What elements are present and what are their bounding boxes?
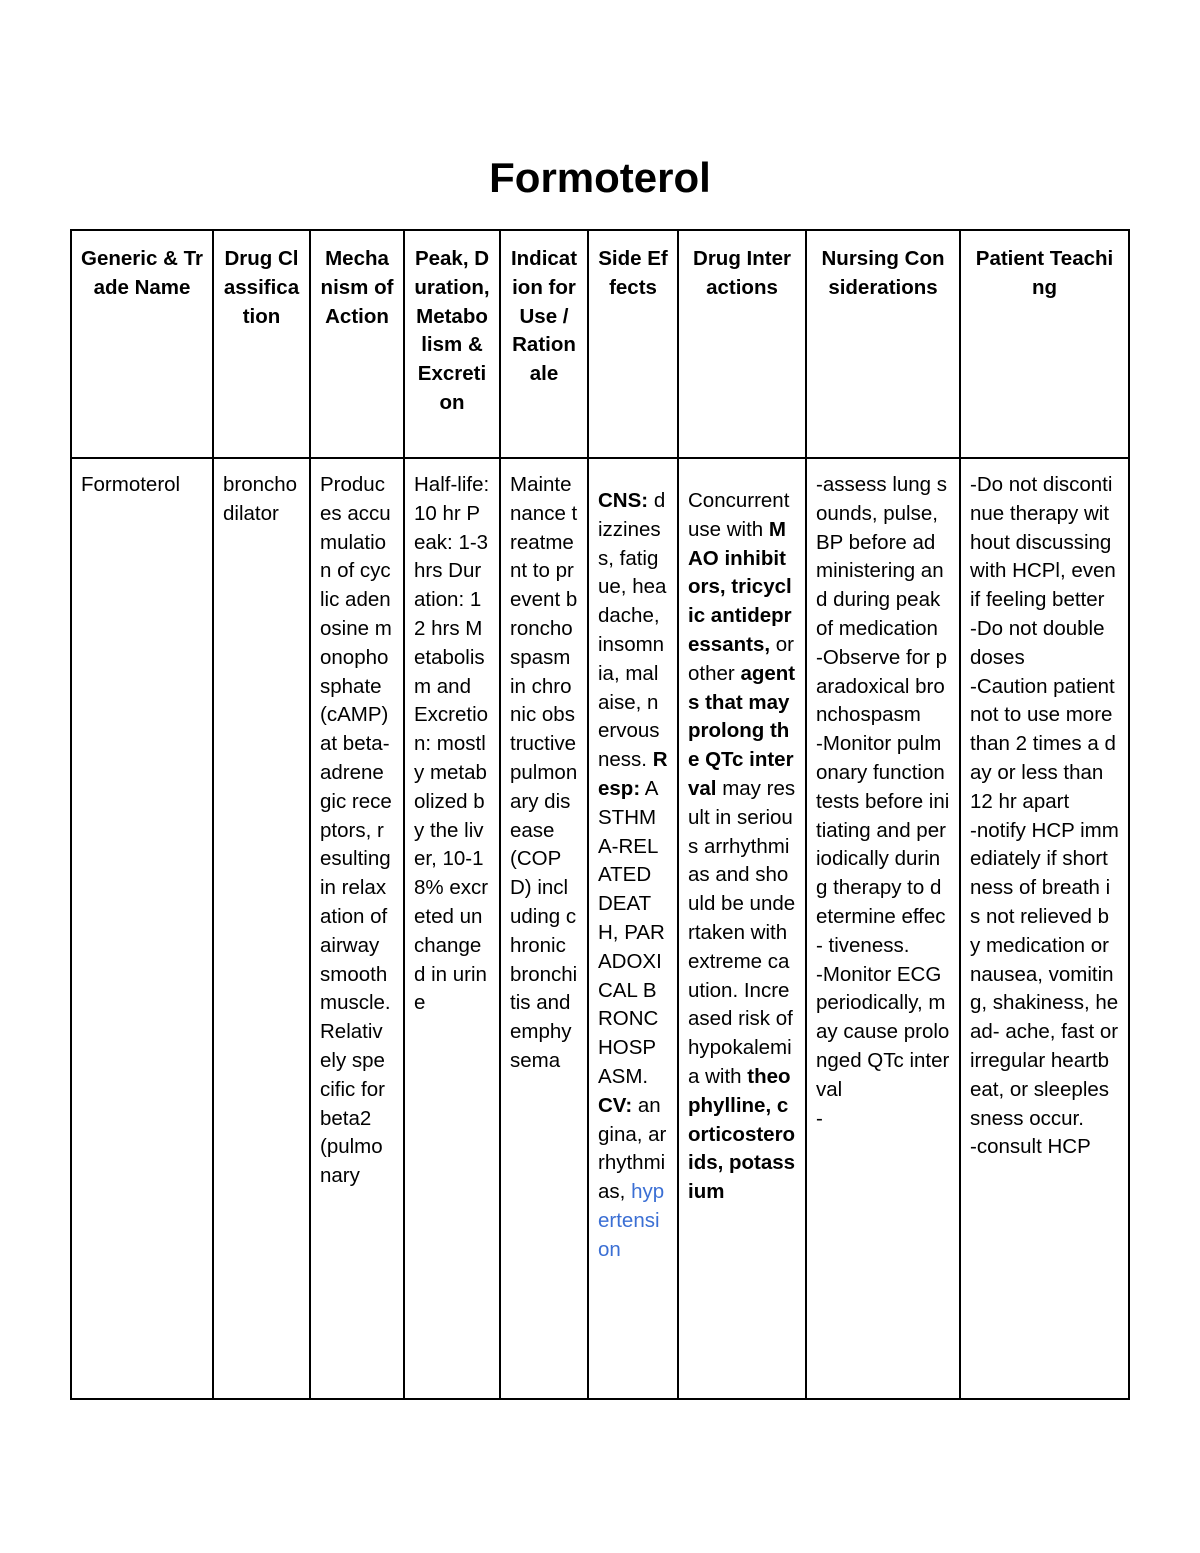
cns-label: CNS: bbox=[598, 489, 649, 512]
cell-generic-name: Formoterol bbox=[71, 458, 213, 1399]
interaction-drugs-2: agents that may prolong the QTc interval bbox=[688, 661, 796, 800]
nursing-item: - bbox=[816, 1106, 823, 1130]
header-nursing-considerations: Nursing Considerations bbox=[806, 230, 960, 458]
cns-text: dizziness, fatigue, headache, insomnia, malaise, nervousness. bbox=[598, 489, 667, 772]
cv-text: angina, arrhythmias, bbox=[598, 1093, 667, 1204]
teaching-item: -Do not discontinue therapy without discussing with HCPl, even if feeling better bbox=[970, 473, 1116, 612]
table-row bbox=[71, 458, 1129, 1399]
teaching-item: -consult HCP bbox=[970, 1135, 1091, 1159]
header-drug-interactions: Drug Interactions bbox=[678, 230, 806, 458]
header-mechanism: Mechanism of Action bbox=[310, 230, 404, 458]
cv-highlight-text: hypertension bbox=[598, 1180, 665, 1261]
cell-side-effects bbox=[588, 458, 678, 1399]
teaching-item: -Do not double doses bbox=[970, 616, 1105, 669]
teaching-item: -Caution patient not to use more than 2 times a day or less than 12 hr apart bbox=[970, 674, 1116, 813]
drug-table bbox=[70, 229, 1130, 1400]
interaction-drugs-1: MAO inhibitors, tricyclic antidepressants, bbox=[688, 517, 792, 656]
cell-indication: Maintenance treatment to prevent bronchospasm in chronic obstructive pulmonary disease (COPD) including chronic bronchitis and emphysema bbox=[500, 458, 588, 1399]
page-title: Formoterol bbox=[489, 154, 711, 201]
cell-mechanism: Produces accumulation of cyclic adenosine monophosphate (cAMP) at beta-adrenegic receptors, resulting in relaxation of airway smooth muscle. Relatively specific for beta2 (pulmonary bbox=[310, 458, 404, 1399]
header-patient-teaching: Patient Teaching bbox=[960, 230, 1129, 458]
interaction-text-2: or other bbox=[688, 632, 794, 685]
interactions-content bbox=[688, 471, 796, 1207]
header-side-effects: Side Effects bbox=[588, 230, 678, 458]
nursing-item: -Observe for paradoxical bronchospasm bbox=[816, 645, 948, 727]
resp-label: Resp: bbox=[598, 748, 668, 800]
cell-patient-teaching bbox=[960, 458, 1129, 1399]
nursing-item: -assess lung sounds, pulse, BP before administering and during peak of medication bbox=[816, 473, 948, 640]
resp-text: ASTHMA-RELATED DEATH, PARADOXICAL BRONCHOSPASM. bbox=[598, 776, 665, 1088]
cell-pharmacokinetics: Half-life: 10 hr Peak: 1-3 hrs Duration: 12 hrs Metabolism and Excretion: mostly metabolized by the liver, 10-18% excreted unchanged in urine bbox=[404, 458, 500, 1399]
cell-drug-classification: bronchodilator bbox=[213, 458, 310, 1399]
interaction-text-1: Concurrent use with bbox=[688, 489, 790, 541]
table-header-row bbox=[71, 230, 1129, 458]
interaction-drugs-3: theophylline, corticosteroids, potassium bbox=[688, 1064, 796, 1204]
cv-label: CV: bbox=[598, 1093, 633, 1117]
cell-nursing-considerations bbox=[806, 458, 960, 1399]
header-drug-classification: Drug Classification bbox=[213, 230, 310, 458]
header-pharmacokinetics: Peak, Duration, Metabolism & Excretion bbox=[404, 230, 500, 458]
header-generic-name: Generic & Trade Name bbox=[71, 230, 213, 458]
header-indication: Indication for Use / Rationale bbox=[500, 230, 588, 458]
interaction-text-3: may result in serious arrhythmias and should be undertaken with extreme caution. Increased risk of hypokalemia with bbox=[688, 776, 796, 1088]
cell-drug-interactions bbox=[678, 458, 806, 1399]
nursing-item: -Monitor pulmonary function tests before initiating and periodically during therapy to determine effec- tiveness. bbox=[816, 732, 950, 957]
nursing-item: -Monitor ECG periodically, may cause prolonged QTc interval bbox=[816, 962, 950, 1101]
teaching-item: -notify HCP immediately if shortness of breath is not relieved by medication or nausea, vomiting, shakiness, head- ache, fast or irregular heartbeat, or sleeplessness occur. bbox=[970, 818, 1119, 1130]
side-effects-content bbox=[598, 471, 668, 1265]
